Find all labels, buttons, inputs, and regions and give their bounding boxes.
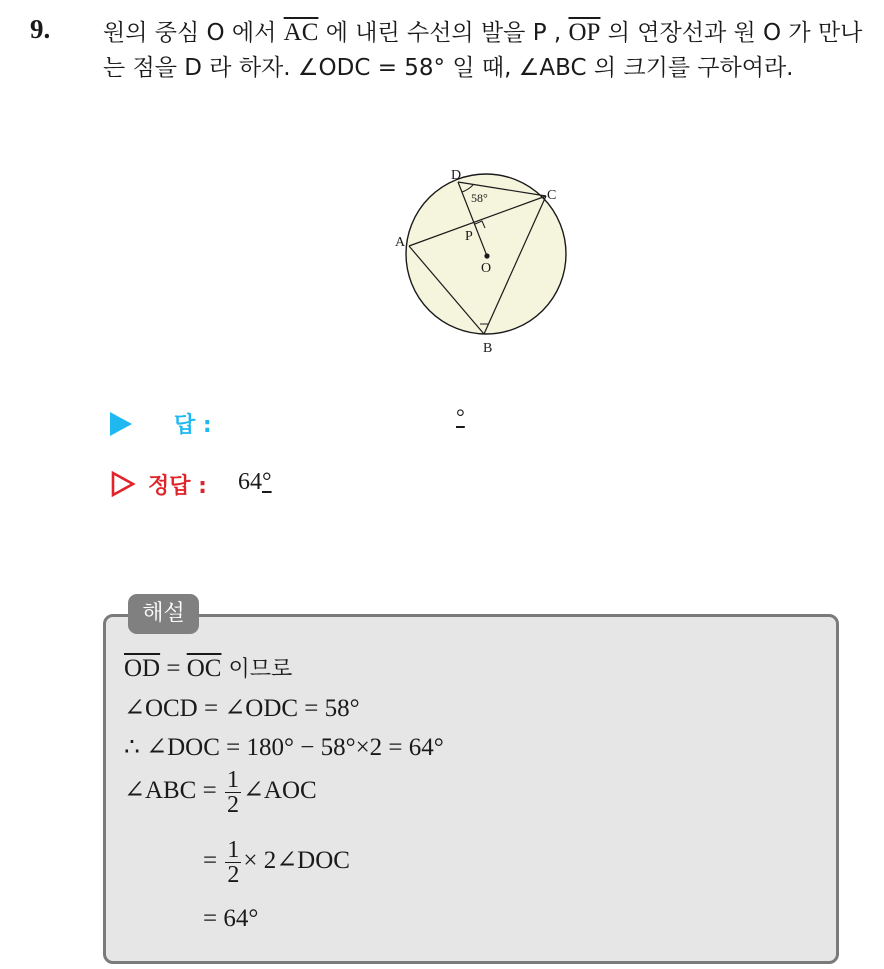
solution-tag: 해설 bbox=[128, 594, 199, 634]
question-number: 9. bbox=[30, 14, 51, 44]
fraction-numerator: 1 bbox=[226, 767, 239, 793]
correct-number: 64 bbox=[238, 469, 262, 495]
correct-value bbox=[238, 469, 272, 496]
fraction-half-2 bbox=[225, 838, 241, 887]
correct-unit: ° bbox=[262, 469, 272, 495]
fraction-denominator: 2 bbox=[227, 862, 240, 888]
angle-label: 58° bbox=[471, 191, 488, 205]
correct-triangle-icon bbox=[110, 471, 136, 497]
answer-blank[interactable]: ° bbox=[456, 404, 465, 429]
solution-line-5-rhs: × 2∠DOC bbox=[243, 847, 350, 875]
fraction-denominator: 2 bbox=[226, 792, 239, 818]
center-point bbox=[484, 253, 489, 258]
answer-triangle-icon bbox=[110, 412, 132, 436]
segment-ac: $\overline{AC}$ bbox=[283, 19, 319, 46]
solution-line-5 bbox=[203, 838, 350, 887]
label-p: P bbox=[465, 229, 473, 244]
label-o: O bbox=[481, 261, 492, 276]
segment-op: $\overline{OP}$ bbox=[568, 19, 601, 46]
label-a: A bbox=[395, 235, 406, 250]
fraction-numerator: 1 bbox=[227, 837, 240, 863]
solution-line-4 bbox=[124, 768, 317, 817]
label-c: C bbox=[547, 188, 557, 203]
solution-line-1 bbox=[124, 652, 292, 683]
correct-label: 정답 : bbox=[148, 474, 207, 499]
solution-line-5-lhs: = bbox=[203, 847, 224, 875]
solution-line-4-lhs: ∠ABC = bbox=[124, 777, 223, 805]
fraction-half-1 bbox=[225, 768, 241, 817]
answer-label: 답 : bbox=[174, 413, 212, 438]
solution-line-2: ∠OCD = ∠ODC = 58° bbox=[124, 695, 360, 722]
segment-oc: $\overline{OC}$ bbox=[186, 655, 222, 682]
geometry-figure bbox=[385, 160, 585, 360]
answer-row bbox=[110, 404, 530, 444]
solution-line-3: ∴ ∠DOC = 180° − 58°×2 = 64° bbox=[124, 734, 444, 761]
solution-line-4-rhs: ∠AOC bbox=[242, 777, 317, 805]
segment-od: $\overline{OD}$ bbox=[124, 655, 161, 682]
question-part-3: 의 연장선과 원 O 가 만나는 점을 D 라 하자. ∠ODC = 58° 일 때, ∠ABC 의 크기를 구하여라. bbox=[103, 20, 863, 81]
solution-line-6: = 64° bbox=[203, 905, 259, 932]
solution-eq: = bbox=[160, 655, 187, 682]
label-d: D bbox=[451, 168, 462, 183]
label-b: B bbox=[483, 341, 493, 356]
question-part-2: 에 내린 수선의 발을 P , bbox=[318, 20, 569, 46]
question-part-1: 원의 중심 O 에서 bbox=[103, 20, 284, 46]
correct-answer-row bbox=[110, 466, 530, 506]
question-text bbox=[103, 15, 863, 86]
solution-line-1-text: 이므로 bbox=[221, 657, 293, 682]
